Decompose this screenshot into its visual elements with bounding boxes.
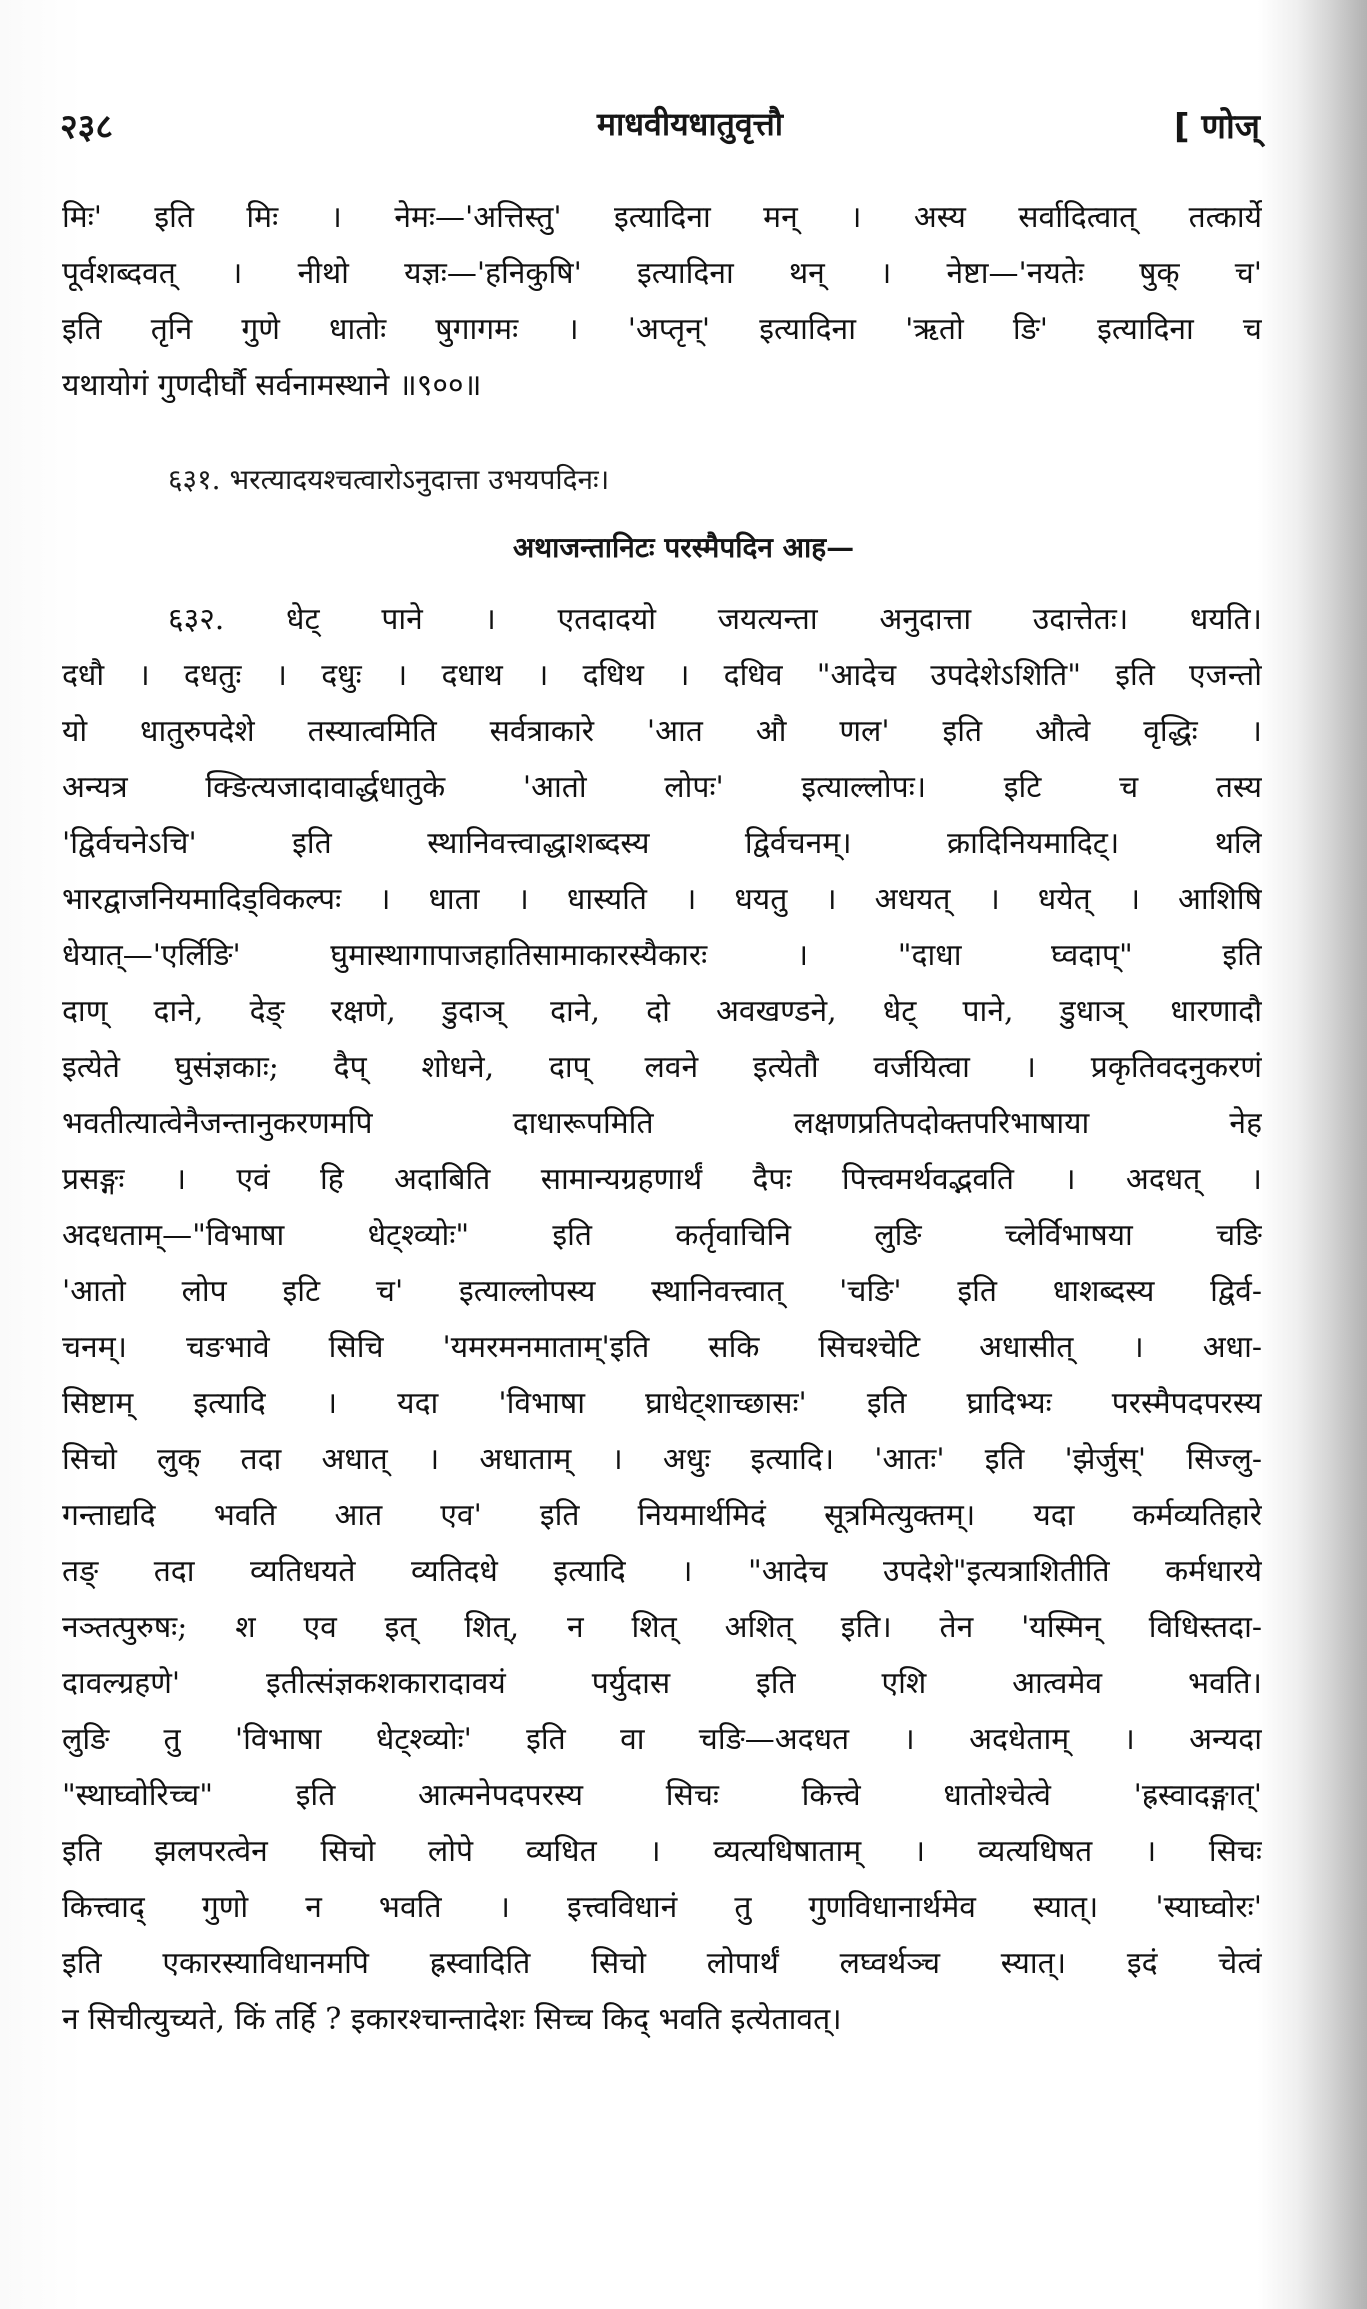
text-line: मिः' इति मिः । नेमः—'अत्तिस्तु' इत्यादिना मन् । अस्य सर्वादित्वात् तत्कार्ये [62, 200, 1262, 235]
page-header [60, 102, 1260, 152]
text-line: यो धातुरुपदेशे तस्यात्वमिति सर्वत्राकारे 'आत औ णल' इति औत्वे वृद्धिः । [62, 714, 1262, 749]
text-line: 'द्विर्वचनेऽचि' इति स्थानिवत्त्वाद्धाशब्दस्य द्विर्वचनम्। क्रादिनियमादिट्। थलि [62, 826, 1262, 861]
text-line: इति तृनि गुणे धातोः षुगागमः । 'अप्तृन्' इत्यादिना 'ऋतो ङि' इत्यादिना च [62, 312, 1262, 347]
page-number: २३८ [60, 107, 114, 147]
text-line: इति एकारस्याविधानमपि ह्रस्वादिति सिचो लोपार्थं लघ्वर्थञ्च स्यात्। इदं चेत्वं [62, 1946, 1262, 1981]
text-line: तङ् तदा व्यतिधयते व्यतिदधे इत्यादि । "आदेच उपदेशे"इत्यत्राशितीति कर्मधारये [62, 1554, 1262, 1589]
sutra-631: ६३१. भरत्यादयश्चत्वारोऽनुदात्ता उभयपदिनः। [168, 463, 610, 496]
paragraph-632 [62, 592, 1262, 2048]
text-line: कित्त्वाद् गुणो न भवति । इत्त्वविधानं तु गुणविधानार्थमेव स्यात्। 'स्याघ्वोरः' [62, 1890, 1262, 1925]
text-line: 'आतो लोप इटि च' इत्याल्लोपस्य स्थानिवत्त्वात् 'चङि' इति धाशब्दस्य द्विर्व- [62, 1274, 1262, 1309]
text-line: इति झलपरत्वेन सिचो लोपे व्यधित । व्यत्यधिषाताम् । व्यत्यधिषत । सिचः [62, 1834, 1262, 1869]
text-line: भवतीत्यात्वेनैजन्तानुकरणमपि दाधारूपमिति लक्षणप्रतिपदोक्तपरिभाषाया नेह [62, 1106, 1262, 1141]
text-line: नञ्तत्पुरुषः; श एव इत् शित्, न शित् अशित् इति। तेन 'यस्मिन् विधिस्तदा- [62, 1610, 1262, 1645]
text-line: गन्ताद्यदि भवति आत एव' इति नियमार्थमिदं सूत्रमित्युक्तम्। यदा कर्मव्यतिहारे [62, 1498, 1262, 1533]
text-line: यथायोगं गुणदीर्घौ सर्वनामस्थाने ॥९००॥ [62, 368, 482, 403]
section-heading: अथाजन्तानिटः परस्मैपदिन आह— [512, 531, 855, 564]
text-line: इत्येते घुसंज्ञकाः; दैप् शोधने, दाप् लवने इत्येतौ वर्जयित्वा । प्रकृतिवदनुकरणं [62, 1050, 1262, 1085]
text-line: लुङि तु 'विभाषा धेट्श्व्योः' इति वा चङि—अदधत । अदधेताम् । अन्यदा [62, 1722, 1262, 1757]
paragraph-continuation [62, 190, 1262, 414]
text-line: अन्यत्र क्ङित्यजादावार्द्धधातुके 'आतो लोपः' इत्याल्लोपः। इटि च तस्य [62, 770, 1262, 805]
text-line: सिष्टाम् इत्यादि । यदा 'विभाषा घ्राधेट्शाच्छासः' इति घ्रादिभ्यः परस्मैपदपरस्य [62, 1386, 1262, 1421]
text-line: दधौ । दधतुः । दधुः । दधाथ । दधिथ । दधिव "आदेच उपदेशेऽशिति" इति एजन्तो [62, 658, 1262, 693]
text-line: न सिचीत्युच्यते, किं तर्हि ? इकारश्चान्तादेशः सिच्च किद् भवति इत्येतावत्। [62, 2002, 842, 2037]
text-line: चनम्। चङभावे सिचि 'यमरमनमाताम्'इति सकि सिचश्चेटि अधासीत् । अधा- [62, 1330, 1262, 1365]
text-line: सिचो लुक् तदा अधात् । अधाताम् । अधुः इत्यादि। 'आतः' इति 'झेर्जुस्' सिज्लु- [62, 1442, 1262, 1477]
section-marker: [ णोज् [1174, 107, 1260, 147]
text-line: प्रसङ्गः । एवं हि अदाबिति सामान्यग्रहणार्थं दैपः पित्त्वमर्थवद्भवति । अदधत् । [62, 1162, 1262, 1197]
text-line: दाण् दाने, देङ् रक्षणे, डुदाञ् दाने, दो अवखण्डने, धेट् पाने, डुधाञ् धारणादौ [62, 994, 1262, 1029]
text-line: दावल्ग्रहणे' इतीत्संज्ञकशकारादावयं पर्युदास इति एशि आत्वमेव भवति। [62, 1666, 1262, 1701]
text-line: ६३२. धेट् पाने । एतदादयो जयत्यन्ता अनुदात्ता उदात्तेतः। धयति। [168, 602, 1262, 637]
text-line: पूर्वशब्दवत् । नीथो यज्ञः—'हनिकुषि' इत्यादिना थन् । नेष्टा—'नयतेः षुक् च' [62, 256, 1262, 291]
running-title: माधवीयधातुवृत्तौ [596, 105, 784, 143]
binding-shadow [1297, 0, 1367, 2309]
text-line: "स्थाघ्वोरिच्च" इति आत्मनेपदपरस्य सिचः कित्त्वे धातोश्चेत्वे 'ह्रस्वादङ्गात्' [62, 1778, 1262, 1813]
text-line: अदधताम्—"विभाषा धेट्श्व्योः" इति कर्तृवाचिनि लुङि च्लेर्विभाषया चङि [62, 1218, 1262, 1253]
text-line: भारद्वाजनियमादिड्विकल्पः । धाता । धास्यति । धयतु । अधयत् । धयेत् । आशिषि [62, 882, 1262, 917]
text-line: धेयात्—'एर्लिङि' घुमास्थागापाजहातिसामाकारस्यैकारः । "दाधा घ्वदाप्" इति [62, 938, 1262, 973]
